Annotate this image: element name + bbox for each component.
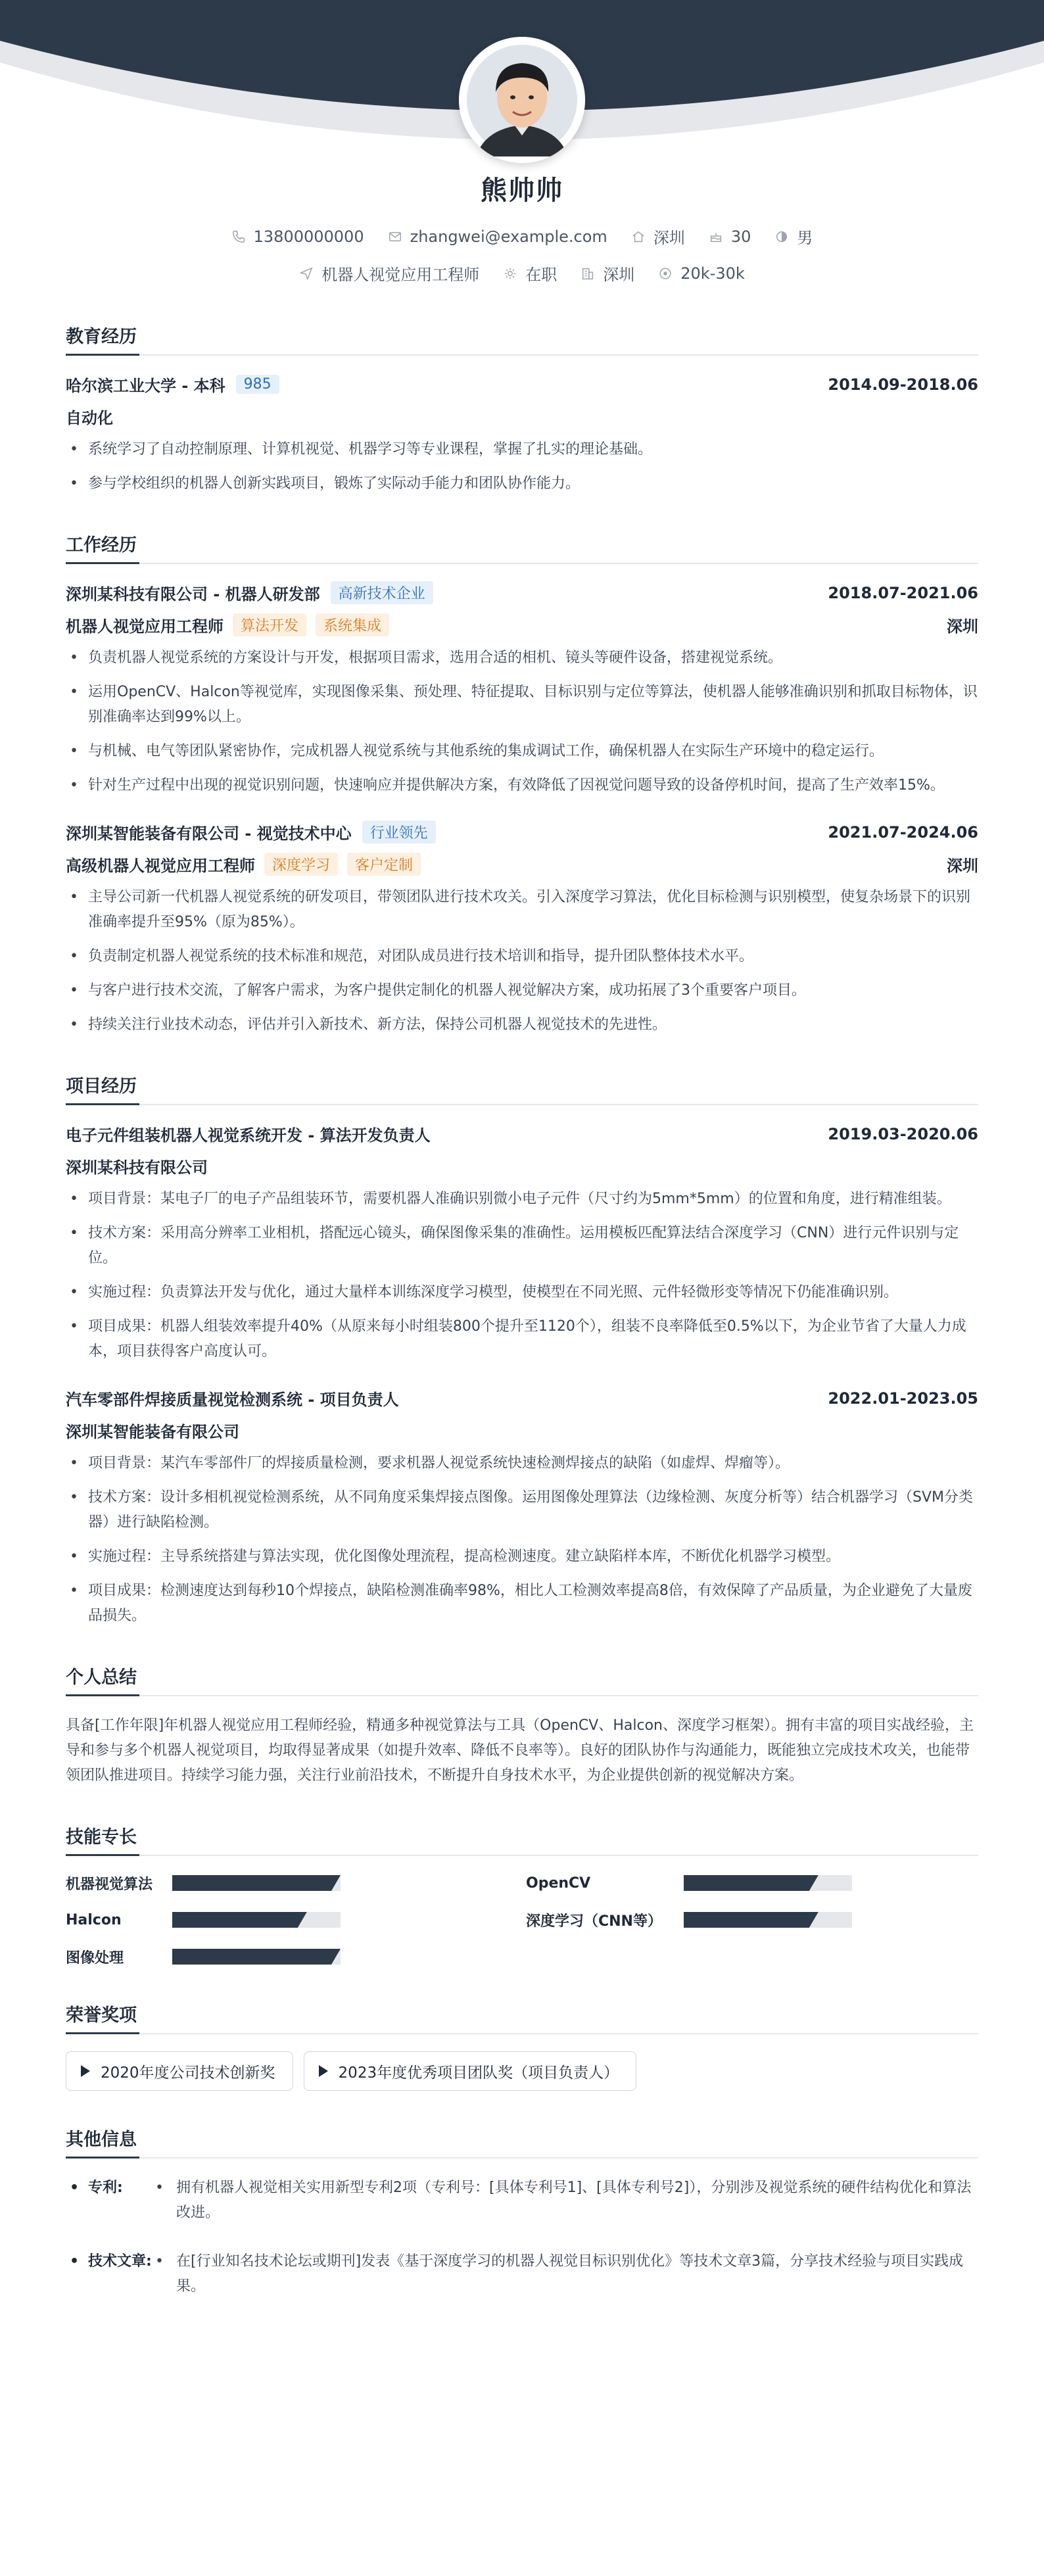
education-section — [66, 322, 978, 496]
city: 深圳 — [653, 229, 685, 247]
award-chip — [66, 2051, 293, 2091]
skill-bar-fill — [684, 1875, 819, 1891]
play-icon — [81, 2065, 90, 2077]
contact-info-row — [0, 225, 1044, 248]
work-entry — [66, 581, 978, 798]
education-date: 2014.09-2018.06 — [828, 375, 978, 394]
coin-icon — [658, 266, 673, 281]
list-item: • 技术方案：采用高分辨率工业相机，搭配远心镜头，确保图像采集的准确性。运用模板匹配算法结合深度学习（CNN）进行元件识别与定位。 — [66, 1221, 978, 1271]
section-title: 教育经历 — [66, 322, 978, 356]
resume-content — [66, 322, 978, 2333]
skill-label: Halcon — [66, 1911, 122, 1928]
age-item — [709, 227, 751, 246]
target-city-item — [581, 262, 634, 285]
education-entry — [66, 373, 978, 496]
project-entry — [66, 1122, 978, 1364]
phone-item — [231, 227, 364, 246]
building-icon — [581, 266, 595, 281]
job-role: 高级机器人视觉应用工程师 — [66, 857, 255, 875]
skill-bar — [684, 1912, 852, 1928]
city-item — [631, 225, 685, 248]
summary-section — [66, 1663, 978, 1788]
list-item: • 系统学习了自动控制原理、计算机视觉、机器学习等专业课程，掌握了扎实的理论基础。 — [66, 437, 978, 462]
other-text: 拥有机器人视觉相关实用新型专利2项（专利号：[具体专利号1]、[具体专利号2]），分别涉及视觉系统的硬件结构优化和算法改进。 — [176, 2180, 972, 2221]
target-city: 深圳 — [603, 266, 635, 284]
project-entry — [66, 1387, 978, 1629]
email-item — [388, 227, 607, 246]
project-name: 电子元件组装机器人视觉系统开发 - 算法开发负责人 — [66, 1126, 431, 1145]
work-section — [66, 531, 978, 1038]
skill-bar — [172, 1949, 341, 1965]
send-icon — [299, 266, 314, 281]
skill-tag: 系统集成 — [316, 613, 389, 636]
other-label: • 专利: — [66, 2176, 155, 2226]
job-role: 机器人视觉应用工程师 — [66, 617, 224, 636]
project-date: 2019.03-2020.06 — [828, 1124, 978, 1143]
other-text: 在[行业知名技术论坛或期刊]发表《基于深度学习的机器人视觉目标识别优化》等技术文章3篇，分享技术经验与项目实践成果。 — [176, 2253, 964, 2295]
list-item: • 主导公司新一代机器人视觉系统的研发项目，带领团队进行技术攻关。引入深度学习算法，优化目标检测与识别模型，使复杂场景下的识别准确率提升至95%（原为85%）。 — [66, 885, 978, 935]
award-label: 2023年度优秀项目团队奖（项目负责人） — [338, 2064, 619, 2082]
job-intent-row — [0, 262, 1044, 285]
phone-icon — [231, 229, 246, 244]
list-item: • 持续关注行业技术动态，评估并引入新技术、新方法，保持公司机器人视觉技术的先进性。 — [66, 1013, 978, 1038]
list-item: • 项目成果：检测速度达到每秒10个焊接点，缺陷检测准确率98%，相比人工检测效率提高8倍，有效保障了产品质量，为企业避免了大量废品损失。 — [66, 1579, 978, 1629]
project-company: 深圳某智能装备有限公司 — [66, 1423, 239, 1441]
skill-item — [526, 1910, 978, 1930]
email-icon — [388, 229, 402, 244]
award-chip — [304, 2051, 637, 2091]
target-position: 机器人视觉应用工程师 — [321, 266, 480, 284]
school-name: 哈尔滨工业大学 - 本科 — [66, 377, 225, 395]
job-location: 深圳 — [947, 617, 978, 636]
project-date: 2022.01-2023.05 — [828, 1389, 978, 1408]
list-item: • 项目成果：机器人组装效率提升40%（从原来每小时组装800个提升至1120个），组装不良率降低至0.5%以下，为企业节省了大量人力成本，项目获得客户高度认可。 — [66, 1314, 978, 1364]
skill-item — [66, 1873, 526, 1893]
skill-label: OpenCV — [526, 1874, 591, 1892]
awards-section — [66, 2001, 978, 2091]
company-tag: 高新技术企业 — [331, 581, 433, 604]
section-title: 个人总结 — [66, 1663, 978, 1696]
skill-tag: 算法开发 — [233, 613, 306, 636]
company-name: 深圳某智能装备有限公司 - 视觉技术中心 — [66, 824, 352, 843]
list-item: • 技术方案：设计多相机视觉检测系统，从不同角度采集焊接点图像。运用图像处理算法（边缘检测、灰度分析等）结合机器学习（SVM分类器）进行缺陷检测。 — [66, 1485, 978, 1535]
age: 30 — [730, 227, 751, 246]
section-title: 其他信息 — [66, 2125, 978, 2159]
list-item: • 针对生产过程中出现的视觉识别问题，快速响应并提供解决方案，有效降低了因视觉问题导致的设备停机时间，提高了生产效率15%。 — [66, 773, 978, 798]
gender-item — [774, 225, 813, 248]
skills-section — [66, 1823, 978, 1967]
phone-number: 13800000000 — [253, 227, 364, 246]
bullet-icon: • — [155, 2180, 164, 2196]
summary-text: 具备[工作年限]年机器人视觉应用工程师经验，精通多种视觉算法与工具（OpenCV、Halcon、深度学习框架）。拥有丰富的项目实战经验，主导和参与多个机器人视觉项目，均取得显著成果（如提升效率、降低不良率等）。良好的团队协作与沟通能力，既能独立完成技术攻关，也能带领团队推进项目。持续学习能力强，关注行业前沿技术，不断提升自身技术水平，为企业提供创新的视觉解决方案。 — [66, 1717, 974, 1784]
other-item — [66, 2176, 978, 2226]
skill-label: 图像处理 — [66, 1949, 124, 1967]
skill-bar-fill — [172, 1949, 341, 1965]
employment-status: 在职 — [525, 266, 558, 284]
other-section — [66, 2125, 978, 2299]
list-item: • 项目背景：某汽车零部件厂的焊接质量检测，要求机器人视觉系统快速检测焊接点的缺陷（如虚焊、焊瘤等）。 — [66, 1451, 978, 1476]
home-icon — [631, 229, 646, 244]
skill-label: 深度学习（CNN等） — [526, 1913, 662, 1930]
list-item: • 实施过程：负责算法开发与优化，通过大量样本训练深度学习模型，使模型在不同光照、元件轻微形变等情况下仍能准确识别。 — [66, 1280, 978, 1305]
email-address: zhangwei@example.com — [410, 227, 607, 246]
skill-bar-fill — [172, 1875, 341, 1891]
projects-section — [66, 1072, 978, 1629]
play-icon — [319, 2065, 328, 2077]
position-item — [299, 262, 479, 285]
company-tag: 行业领先 — [362, 821, 436, 844]
avatar — [459, 37, 585, 163]
skill-bar — [684, 1875, 852, 1891]
skill-tag: 客户定制 — [347, 853, 421, 876]
skill-tag: 深度学习 — [264, 853, 338, 876]
list-item: • 实施过程：主导系统搭建与算法实现，优化图像处理流程，提高检测速度。建立缺陷样本库，不断优化机器学习模型。 — [66, 1544, 978, 1569]
list-item: • 负责制定机器人视觉系统的技术标准和规范，对团队成员进行技术培训和指导，提升团队整体技术水平。 — [66, 944, 978, 969]
profile-photo-icon — [459, 37, 585, 163]
salary-item — [658, 264, 745, 283]
skill-label: 机器视觉算法 — [66, 1876, 153, 1893]
skill-bar — [172, 1912, 341, 1928]
school-tag: 985 — [236, 375, 279, 394]
section-title: 技能专长 — [66, 1823, 978, 1856]
job-location: 深圳 — [947, 857, 978, 875]
list-item: • 与客户进行技术交流，了解客户需求，为客户提供定制化的机器人视觉解决方案，成功拓展了3个重要客户项目。 — [66, 978, 978, 1003]
skill-bar-fill — [684, 1912, 819, 1928]
work-date: 2018.07-2021.06 — [828, 583, 978, 602]
other-label: • 技术文章: — [66, 2249, 155, 2299]
gear-icon — [503, 266, 517, 281]
skill-item — [66, 1910, 526, 1930]
list-item: • 与机械、电气等团队紧密协作，完成机器人视觉系统与其他系统的集成调试工作，确保机器人在实际生产环境中的稳定运行。 — [66, 739, 978, 764]
work-date: 2021.07-2024.06 — [828, 823, 978, 842]
section-title: 工作经历 — [66, 531, 978, 564]
other-item — [66, 2249, 978, 2299]
gender: 男 — [797, 229, 813, 247]
expected-salary: 20k-30k — [680, 264, 745, 283]
skill-item — [66, 1947, 526, 1967]
major: 自动化 — [66, 409, 113, 427]
project-name: 汽车零部件焊接质量视觉检测系统 - 项目负责人 — [66, 1391, 399, 1409]
skills-grid — [66, 1873, 978, 1967]
skill-item — [526, 1873, 978, 1893]
bullet-icon: • — [155, 2253, 164, 2270]
company-name: 深圳某科技有限公司 - 机器人研发部 — [66, 585, 320, 604]
candidate-name: 熊帅帅 — [481, 176, 563, 206]
award-label: 2020年度公司技术创新奖 — [101, 2064, 275, 2082]
list-item: • 运用OpenCV、Halcon等视觉库，实现图像采集、预处理、特征提取、目标识别与定位等算法，使机器人能够准确识别和抓取目标物体，识别准确率达到99%以上。 — [66, 680, 978, 730]
skill-bar-fill — [172, 1912, 307, 1928]
list-item: • 参与学校组织的机器人创新实践项目，锻炼了实际动手能力和团队协作能力。 — [66, 471, 978, 496]
project-company: 深圳某科技有限公司 — [66, 1158, 208, 1177]
section-title: 荣誉奖项 — [66, 2001, 978, 2034]
cake-icon — [709, 229, 723, 244]
list-item: • 负责机器人视觉系统的方案设计与开发，根据项目需求，选用合适的相机、镜头等硬件设备，搭建视觉系统。 — [66, 646, 978, 671]
work-entry — [66, 821, 978, 1038]
status-item — [503, 262, 557, 285]
skill-bar — [172, 1875, 341, 1891]
gender-icon — [774, 229, 789, 244]
list-item: • 项目背景：某电子厂的电子产品组装环节，需要机器人准确识别微小电子元件（尺寸约为5mm*5mm）的位置和角度，进行精准组装。 — [66, 1187, 978, 1212]
section-title: 项目经历 — [66, 1072, 978, 1105]
